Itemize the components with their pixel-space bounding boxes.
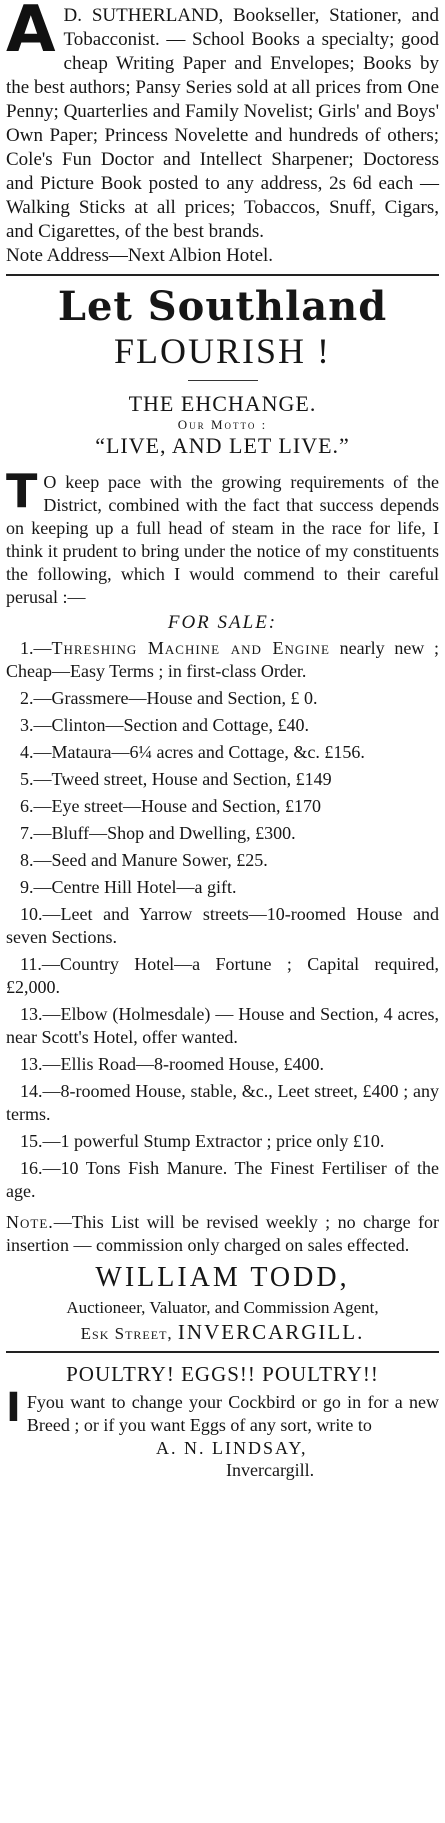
motto: “LIVE, AND LET LIVE.”: [95, 433, 350, 458]
divider: [6, 274, 439, 276]
for-sale-item-number: 13.—: [20, 1004, 61, 1024]
exchange-headline: Let Southland: [57, 283, 388, 330]
for-sale-list: [6, 637, 439, 1203]
note-label: Note.: [6, 1212, 54, 1232]
short-divider: [188, 380, 258, 381]
for-sale-item: [6, 1130, 439, 1153]
sutherland-body: D. SUTHERLAND, Bookseller, Stationer, and Tobacconist. — School Books a specialty; good cheap Writing Paper and Envelopes; Books by the best authors; Pansy Series sold at all prices from One Penny; Quarterlies and Family Novelist; Girls' and Boys' Own Paper; Princess Novelette and hundreds of others; Cole's Fun Doctor and Intellect Sharpener; Doctoress and Picture Book posted to any address, 2s 6d each —Walking Sticks at all prices; Tobaccos, Snuff, Cigars, and Cigarettes, of the best brands.: [6, 5, 439, 242]
for-sale-item-text: Eye street—House and Section, £170: [51, 796, 321, 816]
for-sale-item-text: Centre Hill Hotel—a gift.: [51, 877, 237, 897]
sutherland-drop-letter: A: [6, 0, 56, 67]
for-sale-item-number: 3.—: [20, 715, 52, 735]
exchange-intro: [6, 464, 439, 609]
agent-town: INVERCARGILL.: [177, 1320, 365, 1344]
for-sale-item: [6, 741, 439, 764]
for-sale-item-number: 9.—: [20, 877, 52, 897]
note-text: —This List will be revised weekly ; no charge for insertion — commission only charged on sales effected.: [6, 1212, 439, 1255]
poultry-headline: POULTRY! EGGS!! POULTRY!!: [66, 1362, 379, 1386]
for-sale-item-text: Seed and Manure Sower, £25.: [51, 850, 268, 870]
for-sale-item-number: 2.—: [20, 688, 52, 708]
motto-label: Our Motto :: [177, 417, 268, 432]
for-sale-item: [6, 637, 439, 683]
for-sale-item-text: Mataura—6¼ acres and Cottage, &c. £156.: [51, 742, 365, 762]
for-sale-item: [6, 903, 439, 949]
for-sale-item: [6, 822, 439, 845]
sutherland-address-line: Note Address—Next Albion Hotel.: [6, 245, 274, 266]
for-sale-item-text: 1 powerful Stump Extractor ; price only £10.: [60, 1131, 385, 1151]
for-sale-item-text: Leet and Yarrow streets—10-roomed House and seven Sections.: [6, 904, 439, 947]
poultry-advertisement: [6, 1361, 439, 1481]
poultry-drop-letter: I: [6, 1385, 21, 1431]
for-sale-item-text: Country Hotel—a Fortune ; Capital required, £2,000.: [6, 954, 439, 997]
for-sale-item-caps: Threshing Machine and Engine: [51, 638, 330, 658]
exchange-advertisement: [6, 284, 439, 1345]
for-sale-item: [6, 795, 439, 818]
for-sale-item: [6, 1157, 439, 1203]
for-sale-item: [6, 687, 439, 710]
for-sale-item-number: 4.—: [20, 742, 52, 762]
for-sale-item-text: Bluff—Shop and Dwelling, £300.: [51, 823, 296, 843]
for-sale-item-number: 8.—: [20, 850, 52, 870]
for-sale-item-text: 10 Tons Fish Manure. The Finest Fertiliser of the age.: [6, 1158, 439, 1201]
exchange-drop-letter: T: [6, 464, 38, 518]
for-sale-item-number: 1.—: [20, 638, 52, 658]
for-sale-item-number: 14.—: [20, 1081, 61, 1101]
agent-street: Esk Street,: [80, 1324, 173, 1343]
for-sale-item-text: 8-roomed House, stable, &c., Leet street, £400 ; any terms.: [6, 1081, 439, 1124]
for-sale-item: [6, 876, 439, 899]
sutherland-advertisement: [6, 0, 439, 268]
for-sale-item: [6, 768, 439, 791]
for-sale-item-number: 11.—: [20, 954, 60, 974]
for-sale-item-number: 7.—: [20, 823, 52, 843]
for-sale-item: [6, 1053, 439, 1076]
for-sale-item-text: Elbow (Holmesdale) — House and Section, 4 acres, near Scott's Hotel, offer wanted.: [6, 1004, 439, 1047]
for-sale-item-text: Tweed street, House and Section, £149: [51, 769, 332, 789]
sutherland-text: [6, 0, 439, 244]
agent-name: WILLIAM TODD,: [95, 1262, 350, 1293]
for-sale-item-number: 10.—: [20, 904, 61, 924]
for-sale-item-text: Grassmere—House and Section, £ 0.: [51, 688, 318, 708]
for-sale-item: [6, 714, 439, 737]
for-sale-item-text: Clinton—Section and Cottage, £40.: [51, 715, 309, 735]
for-sale-heading: FOR SALE:: [167, 612, 278, 633]
for-sale-item-text: nearly new ; Cheap—Easy Terms ; in first-class Order.: [6, 638, 439, 681]
poultry-sign-town: Invercargill.: [226, 1460, 315, 1480]
poultry-sign-name: A. N. LINDSAY,: [156, 1438, 308, 1458]
exchange-intro-text: O keep pace with the growing requirements of the District, combined with the fact that success depends on keeping up a full head of steam in the race for life, I think it prudent to bring under the notice of my constituents the following, which I would commend to their careful perusal :—: [6, 472, 439, 607]
for-sale-item: [6, 1003, 439, 1049]
divider: [6, 1351, 439, 1353]
for-sale-item-number: 16.—: [20, 1158, 61, 1178]
exchange-headline-flourish: FLOURISH !: [113, 331, 331, 371]
for-sale-item-number: 5.—: [20, 769, 52, 789]
for-sale-item: [6, 953, 439, 999]
exchange-title: THE EHCHANGE.: [128, 391, 317, 416]
poultry-body: Fyou want to change your Cockbird or go in for a new Breed ; or if you want Eggs of any sort, write to: [26, 1392, 439, 1435]
for-sale-item-number: 15.—: [20, 1131, 61, 1151]
for-sale-item-number: 13.—: [20, 1054, 61, 1074]
for-sale-item: [6, 849, 439, 872]
poultry-text: [6, 1385, 439, 1437]
for-sale-item-text: Ellis Road—8-roomed House, £400.: [60, 1054, 324, 1074]
agent-role: Auctioneer, Valuator, and Commission Agent,: [66, 1298, 379, 1317]
agent-address: [6, 1321, 439, 1345]
note-paragraph: [6, 1211, 439, 1257]
for-sale-item: [6, 1080, 439, 1126]
for-sale-item-number: 6.—: [20, 796, 52, 816]
